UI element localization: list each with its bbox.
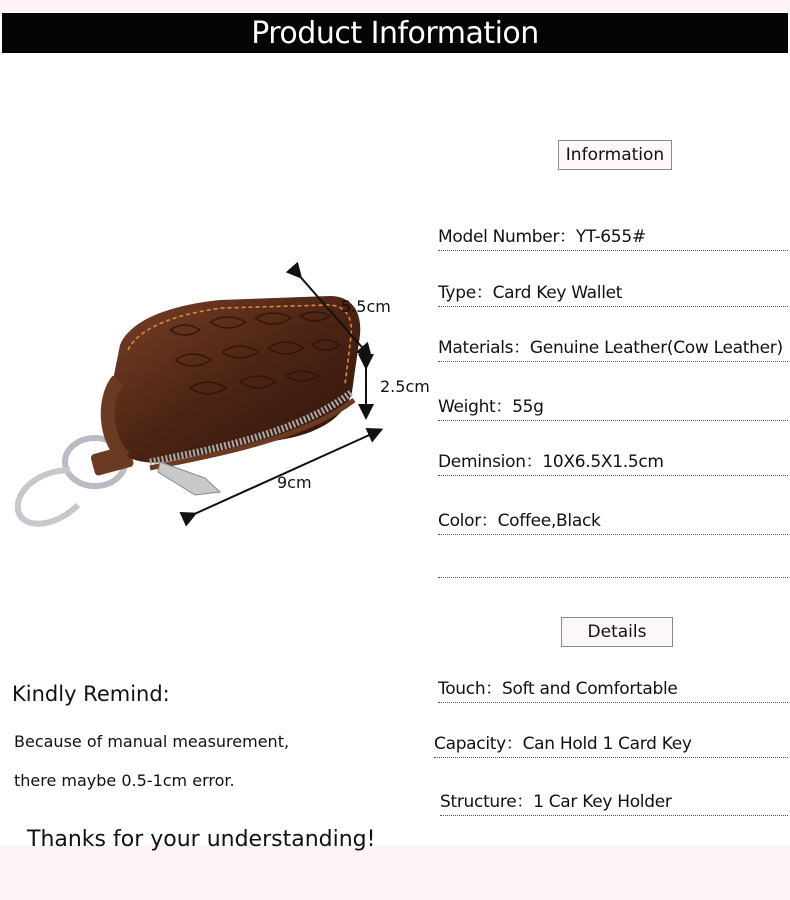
thanks-message: Thanks for your understanding! — [27, 827, 376, 852]
product-illustration — [0, 250, 440, 550]
details-heading: Details — [561, 617, 673, 647]
page-title: Product Information — [2, 13, 788, 53]
spec-row-weight — [438, 396, 788, 421]
detail-value: Soft and Comfortable — [502, 679, 678, 699]
length-label: 9cm — [277, 473, 312, 492]
remind-line-2: there maybe 0.5-1cm error. — [14, 771, 235, 790]
wallet-body — [104, 296, 360, 495]
spec-key: Materials： — [438, 338, 530, 358]
spec-value: YT-655# — [575, 227, 646, 247]
detail-value: Can Hold 1 Card Key — [522, 734, 692, 754]
spec-value: Genuine Leather(Cow Leather) — [529, 338, 783, 358]
spec-value: Coffee,Black — [497, 511, 601, 531]
detail-row-structure — [440, 791, 788, 816]
spec-key: Model Number： — [438, 227, 576, 247]
spec-row-model — [438, 226, 788, 251]
spec-key: Weight： — [438, 397, 513, 417]
detail-value: 1 Car Key Holder — [533, 792, 672, 812]
remind-line-1: Because of manual measurement, — [14, 732, 290, 751]
width-label: 5.5cm — [341, 297, 391, 316]
detail-row-capacity — [434, 733, 788, 758]
top-strip — [0, 0, 790, 12]
detail-key: Capacity： — [434, 734, 523, 754]
detail-key: Structure： — [440, 792, 534, 812]
spec-row-materials — [438, 337, 788, 362]
spec-value: 55g — [512, 397, 544, 417]
spec-row-dimension — [438, 451, 788, 476]
remind-title: Kindly Remind: — [12, 682, 170, 706]
spec-value: 10X6.5X1.5cm — [542, 452, 664, 472]
spec-row-type — [438, 282, 788, 307]
detail-key: Touch： — [438, 679, 502, 699]
spec-value: Card Key Wallet — [492, 283, 623, 303]
spec-key: Type： — [438, 283, 493, 303]
spec-row-color — [438, 510, 788, 535]
spec-key: Color： — [438, 511, 498, 531]
detail-row-touch — [438, 678, 788, 703]
height-label: 2.5cm — [380, 377, 430, 396]
spec-key: Deminsion： — [438, 452, 543, 472]
bottom-strip — [0, 845, 790, 900]
spec-row-empty — [438, 553, 788, 578]
information-heading: Information — [558, 140, 672, 170]
